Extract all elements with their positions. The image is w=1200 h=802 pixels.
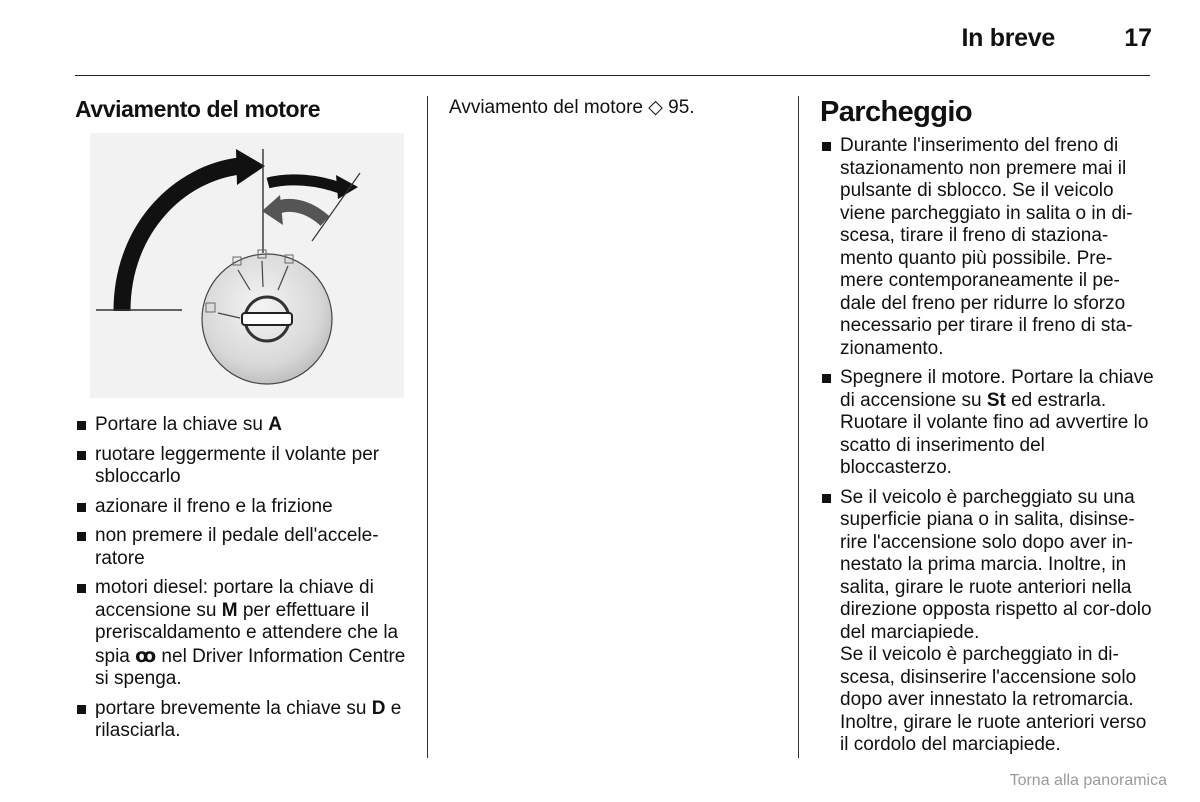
square-bullet-icon	[77, 503, 86, 512]
reference-arrow-icon: ◇	[648, 97, 663, 118]
square-bullet-icon	[822, 494, 831, 503]
square-bullet-icon	[77, 584, 86, 593]
outer-arrowhead	[336, 175, 358, 199]
square-bullet-icon	[822, 142, 831, 151]
column-divider-2	[798, 96, 799, 758]
back-to-overview-link[interactable]: Torna alla panoramica	[1009, 772, 1167, 789]
engine-start-steps	[75, 414, 410, 750]
outer-arc	[268, 180, 340, 188]
column-divider-1	[427, 96, 428, 758]
ignition-diagram	[90, 133, 404, 398]
section-title-engine-start: Avviamento del motore	[75, 96, 321, 122]
column-1	[75, 95, 410, 123]
square-bullet-icon	[77, 451, 86, 460]
return-arrowhead	[262, 195, 283, 225]
list-item: non premere il pedale dell'accele-ratore	[75, 525, 410, 570]
list-item: motori diesel: portare la chiave di accensione su M per effettuare il preriscaldamento e attendere che la spia ꝏ nel Driver Information Centre si spenga.	[75, 577, 410, 691]
list-item: Spegnere il motore. Portare la chiave di accensione su St ed estrarla. Ruotare il volante fino ad avvertire lo scatto di inserimento del bloccasterzo.	[820, 367, 1155, 480]
header-rule	[75, 75, 1150, 76]
parking-steps	[820, 135, 1155, 651]
rotation-arrowhead	[236, 149, 265, 185]
list-item: Se il veicolo è parcheggiato su una superficie piana o in salita, disinse-rire l'accensione solo dopo aver in-nestato la prima marcia. Inoltre, in salita, girare le ruote anteriori nella direzione opposta rispetto al cor-dolo del marciapiede.	[820, 487, 1155, 645]
square-bullet-icon	[822, 374, 831, 383]
glow-plug-icon: ꝏ	[135, 644, 157, 667]
parking-paragraph: Se il veicolo è parcheggiato in di-scesa, disinserire l'accensione solo dopo aver innestato la retromarcia. Inoltre, girare le ruote anteriori verso il cordolo del marciapiede.	[840, 644, 1147, 755]
list-item: azionare il freno e la frizione	[75, 496, 410, 519]
list-item: Portare la chiave su A	[75, 414, 410, 437]
square-bullet-icon	[77, 532, 86, 541]
list-item: Durante l'inserimento del freno di stazionamento non premere mai il pulsante di sblocco. Se il veicolo viene parcheggiato in salita o in di-scesa, tirare il freno di staziona-mento quanto più possibile. Pre-mere contemporaneamente il pe-dale del freno per ridurre lo sforzo necessario per tirare il freno di sta-zionamento.	[820, 135, 1155, 360]
list-item: portare brevemente la chiave su D e rilasciarla.	[75, 698, 410, 743]
return-arrow-body	[275, 205, 325, 221]
list-item: ruotare leggermente il volante per sbloccarlo	[75, 444, 410, 489]
cross-reference[interactable]: Avviamento del motore ◇ 95.	[449, 97, 695, 118]
page-number: 17	[1124, 24, 1152, 52]
page-header-title: In breve	[961, 24, 1055, 52]
ignition-lock-illustration	[90, 133, 404, 398]
section-title-parking: Parcheggio	[820, 96, 972, 128]
square-bullet-icon	[77, 421, 86, 430]
square-bullet-icon	[77, 705, 86, 714]
key-slot	[242, 313, 292, 325]
